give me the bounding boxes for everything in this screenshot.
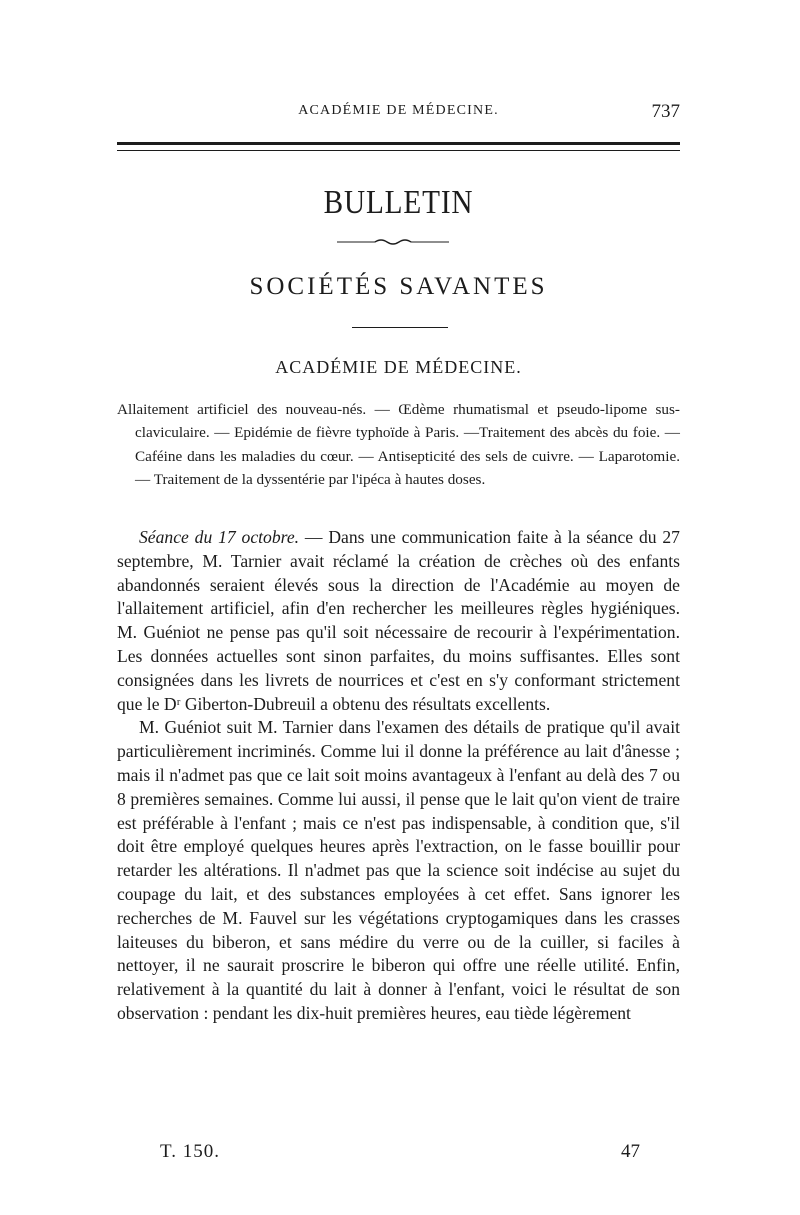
running-head	[117, 101, 680, 123]
volume-number: T. 150.	[160, 1141, 220, 1162]
seance-date: Séance du 17 octobre.	[139, 527, 300, 547]
ornament-divider	[337, 238, 449, 246]
academie-heading: ACADÉMIE DE MÉDECINE.	[275, 357, 522, 377]
running-title: ACADÉMIE DE MÉDECINE.	[298, 103, 499, 118]
section-rule	[352, 327, 448, 328]
page-footer	[160, 1141, 640, 1165]
signature-mark: 47	[621, 1141, 640, 1162]
paragraph-text: M. Guéniot suit M. Tarnier dans l'examen des détails de pratique qu'il avait particulièrement incriminés. Comme lui il donne la préférence au lait d'ânesse ; mais il n'admet pas que ce lait soit moins avantageux à l'enfant au delà des 7 ou 8 premières semaines. Comme lui aussi, il pense que le lait qu'on vient de traire est préférable à l'enfant ; mais ce n'est pas indispensable, à condition que, s'il doit être employé quelques heures après l'extraction, on le fasse bouillir pour retarder les altérations. Il n'admet pas que la science soit indécise au sujet du coupage du lait, et des substances employées à cet effet. Sans ignorer les recherches de M. Fauvel sur les végétations cryptogamiques dans les crasses laiteuses du biberon, et sans médire du verre ou de la cuiller, si faciles à nettoyer, il ne saurait proscrire le biberon qui offre une réelle utilité. Enfin, relativement à la quantité du lait à donner à l'enfant, voici le résultat de son observation : pendant les dix-huit premières heures, eau tiède légèrement	[117, 717, 680, 1023]
paragraph-seance	[117, 526, 680, 716]
page-number: 737	[651, 101, 680, 122]
paragraph-text: — Dans une communication faite à la séance du 27 septembre, M. Tarnier avait réclamé la création de crèches où des enfants abandonnés seraient élevés sous la direction de l'Académie au moyen de l'allaitement artificiel, afin d'en rechercher les meilleures règles hygiéniques. M. Guéniot ne pense pas qu'il soit nécessaire de recourir à l'expérimentation. Les données actuelles sont sinon parfaites, du moins suffisantes. Elles sont consignées dans les livrets de nourrices et c'est en s'y conformant strictement que le Dʳ Giberton-Dubreuil a obtenu des résultats excellents.	[117, 527, 680, 714]
paragraph-gueniot	[117, 716, 680, 1025]
header-rule-thin	[117, 150, 680, 151]
header-rule-thick	[117, 142, 680, 145]
societes-savantes-heading: SOCIÉTÉS SAVANTES	[249, 273, 548, 300]
summary-paragraph: Allaitement artificiel des nouveau-nés. — Œdème rhumatismal et pseudo-lipome sus-claviculaire. — Epidémie de fièvre typhoïde à Paris. —Traitement des abcès du foie. — Caféine dans les maladies du cœur. — Antisepticité des sels de cuivre. — Laparotomie. — Traitement de la dyssentérie par l'ipéca à hautes doses.	[117, 401, 680, 488]
bulletin-heading: BULLETIN	[323, 184, 474, 221]
body-text	[117, 526, 680, 1026]
